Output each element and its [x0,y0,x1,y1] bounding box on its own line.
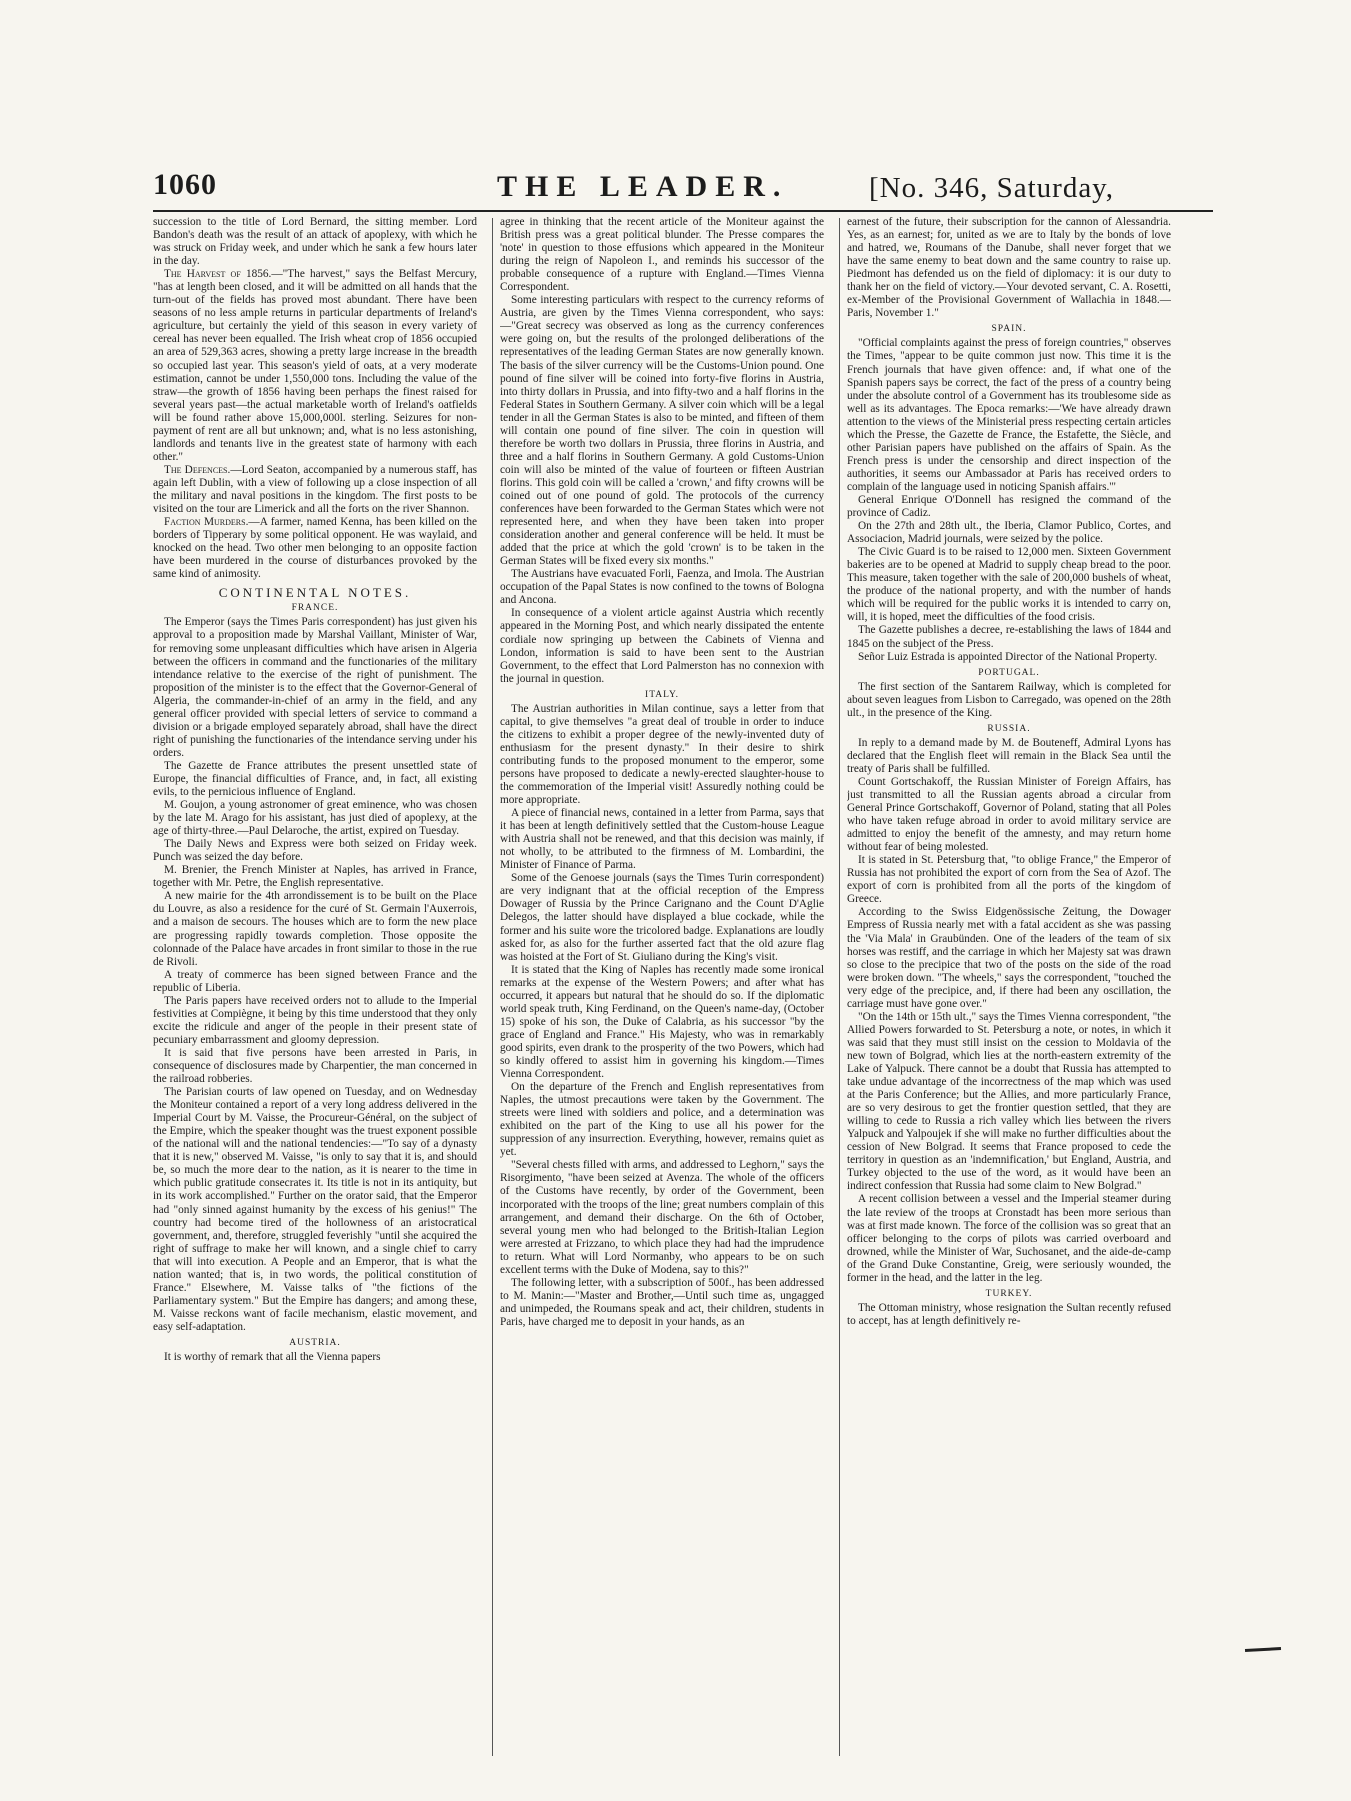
paragraph [153,268,477,464]
subsection-heading: TURKEY. [985,1288,1033,1299]
paragraph: A treaty of commerce has been signed between France and the republic of Liberia. [153,968,477,994]
paragraph: The Austrians have evacuated Forli, Faenza, and Imola. The Austrian occupation of the Papal States is now confined to the towns of Bologna and Ancona. [500,568,824,607]
paragraph: A recent collision between a vessel and the Imperial steamer during the late review of the troops at Cronstadt has been more serious than was at first made known. The force of the collision was so great that an officer belonging to the corps of pilots was carried overboard and drowned, while the Minister of War, Suchosanet, and the aide-de-camp of the Grand Duke Constantine, Greig, were seriously wounded, the former in the head, and the latter in the leg. [847,1193,1171,1284]
paragraph: M. Brenier, the French Minister at Naples, has arrived in France, together with Mr. Petre, the English representative. [153,864,477,890]
paragraph: In consequence of a violent article against Austria which recently appeared in the Morning Post, and which nearly dissipated the entente cordiale now springing up between the Cabinets of Vienna and London, information is said to have been sent to the Austrian Government, to the effect that Lord Palmerston has no connexion with the journal in question. [500,607,824,685]
paragraph-text: —Lord Seaton, accompanied by a numerous staff, has again left Dublin, with a view of following up a close inspection of all the military and naval positions in the kingdom. The first posts to be visited on the tour are Limerick and all the forts on the river Shannon. [153,463,477,516]
paragraph: On the 27th and 28th ult., the Iberia, Clamor Publico, Cortes, and Associacion, Madrid journals, were seized by the police. [847,520,1171,546]
paragraph: General Enrique O'Donnell has resigned the command of the province of Cadiz. [847,493,1171,520]
column-divider [492,218,493,1756]
column-2 [500,216,824,1756]
paragraph: The Austrian authorities in Milan continue, says a letter from that capital, to give themselves "a great deal of trouble in order to induce the citizens to exhibit a proper degree of the newly-invented duty of enthusiasm for the present dynasty." In their desire to shirk contributing funds to the proposed monument to the emperor, some persons have proposed to dedicate a newly-erected slaughter-house to the commemoration of the Imperial visit! Assuredly nothing could be more appropriate. [500,702,824,807]
paragraph-lead: The Defences. [164,463,231,476]
issue-number: [No. 346, Saturday, [869,172,1115,204]
subsection-heading: ITALY. [645,689,679,700]
paragraph: A piece of financial news, contained in a letter from Parma, says that it has been at length definitively settled that the Custom-house League with Austria shall not be renewed, and that this decision was mainly, if not wholly, to be attributed to the firmness of M. Lombardini, the Minister of Finance of Parma. [500,807,824,872]
page-number: 1060 [153,168,217,201]
paragraph: The Parisian courts of law opened on Tuesday, and on Wednesday the Moniteur contained a report of a very long address delivered in the Imperial Court by M. Vaisse, the Procureur-Général, on the subject of the Empire, which the speaker thought was the truest exponent possible of the national will and the national tendencies:—"To say of a dynasty that it is new," observed M. Vaisse, "is only to say that it is, and should be, so much the more dear to the nation, as it is nearer to the time in which public gratitude consecrates it. Its title is not in its antiquity, but in its work accomplished." Further on the orator said, that the Emperor had "only sinned against humanity by the excess of his genius!" The country had become tired of the hollowness of an aristocratical government, and, therefore, struggled feverishly "until she acquired the right of suffrage to make her will known, and a single chief to carry that will into execution. A People and an Emperor, that is what the nation wanted; that is, in two words, the political constitution of France." Elsewhere, M. Vaisse talks of "the fictions of the Parliamentary system." But the Empire has dangers; and among these, M. Vaisse reckons want of facile mechanism, elastic movement, and easy self-adaptation. [153,1086,477,1333]
paragraph: "Official complaints against the press of foreign countries," observes the Times, "appear to be quite common just now. This time it is the French journals that have given offence: and, if what one of the Spanish papers says be correct, the fact of the press of a country being under the absolute control of a Government has its troublesome side as well as its advantages. The Epoca remarks:—'We have already drawn attention to the views of the Ministerial press respecting certain articles which the Presse, the Gazette de France, the Estafette, the Siècle, and other Parisian papers have published on the affairs of Spain. As the French press is under the censorship and direct inspection of the authorities, it seems our Ambassador at Paris has received orders to complain of the language used in noticing Spanish affairs.'" [847,337,1171,493]
paragraph: It is worthy of remark that all the Vienna papers [164,1351,381,1364]
paragraph: M. Goujon, a young astronomer of great eminence, who was chosen by the late M. Arago for his assistant, has just died of apoplexy, at the age of thirty-three.—Paul Delaroche, the artist, expired on Tuesday. [153,799,477,838]
column-1 [153,216,477,1756]
paragraph: agree in thinking that the recent article of the Moniteur against the British press was a great political blunder. The Presse compares the 'note' in question to those effusions which appeared in the Moniteur during the reign of Napoleon I., and reminds his successor of the probable consequence of a rupture with England.—Times Vienna Correspondent. [500,216,824,294]
paragraph: In reply to a demand made by M. de Bouteneff, Admiral Lyons has declared that the English fleet will remain in the Black Sea until the treaty of Paris shall be fulfilled. [847,736,1171,775]
paragraph: The Ottoman ministry, whose resignation the Sultan recently refused to accept, has at length definitively re- [847,1301,1171,1327]
paragraph-lead: The Harvest of 1856. [164,268,272,281]
paragraph: Some of the Genoese journals (says the Times Turin correspondent) are very indignant that at the official reception of the Empress Dowager of Russia by the Prince Carignano and the Count D'Aglie Delegos, the latter should have displayed a blue cockade, while the former and his suite wore the tricolored badge. Explanations are loudly asked for, as also for the further asserted fact that the old azure flag was hoisted at the Fort of St. Giuliano during the King's visit. [500,872,824,963]
paragraph: "Several chests filled with arms, and addressed to Leghorn," says the Risorgimento, "have been seized at Avenza. The whole of the officers of the Customs have recently, by order of the Government, been incorporated with the troops of the line; great numbers complain of this arrangement, and demand their discharge. On the 6th of October, several young men who had belonged to the British-Italian Legion were arrested at Frizzano, to which place they had had the imprudence to return. What will Lord Normanby, who appears to be on such excellent terms with the Duke of Modena, say to this?" [500,1159,824,1276]
paragraph: It is stated that the King of Naples has recently made some ironical remarks at the expense of the Western Powers; and after what has occurred, it appears but natural that he should do so. If the diplomatic world speak truth, King Ferdinand, on the Queen's name-day, (October 15) spoke of his son, the Duke of Calabria, as his successor "by the grace of England and France." His Majesty, who was in remarkably good spirits, even drank to the prosperity of the two Powers, which had so kindly offered to assist him in governing his kingdom.—Times Vienna Correspondent. [500,963,824,1081]
paragraph: The Gazette de France attributes the present unsettled state of Europe, the financial difficulties of France, and, in fact, all existing evils, to the pernicious influence of England. [153,759,477,799]
paragraph: Some interesting particulars with respect to the currency reforms of Austria, are given by the Times Vienna correspondent, who says:—"Great secrecy was observed as long as the currency conferences were going on, but the results of the prolonged deliberations of the representatives of the leading German States are now generally known. The basis of the silver currency will be the Customs-Union pound. One pound of fine silver will be coined into forty-five florins in Austria, into thirty dollars in Prussia, and into fifty-two and a half florins in the Federal States in Southern Germany. A silver coin which will be a legal tender in all the German States is also to be minted, and fifteen of them will contain one pound of fine silver. The coin in question will therefore be worth two dollars in Prussia, three florins in Austria, and three and a half florins in Southern Germany. A gold Customs-Union coin will also be minted of the value of fourteen or fifteen Austrian florins. This gold coin will be called a 'crown,' and fifty crowns will be coined out of one pound of gold. The protocols of the currency conferences have been forwarded to the German States which were not represented here, and when they have been taken into proper consideration another and general conference will be held. It must be added that the price at which the gold 'crown' is to be taken in the German States will be fixed every six months." [500,294,824,568]
subsection-heading: SPAIN. [991,324,1027,335]
paragraph: A new mairie for the 4th arrondissement is to be built on the Place du Louvre, as also a residence for the curé of St. Germain l'Auxerrois, and a maison de secours. The houses which are to form the new place are progressing rapidly towards completion. Those opposite the colonnade of the Palace have arcades in front similar to those in the rue de Rivoli. [153,890,477,968]
subsection-heading: RUSSIA. [987,723,1031,734]
paragraph [153,516,477,581]
subsection-heading: PORTUGAL. [978,667,1040,678]
paragraph [153,464,477,516]
paragraph: succession to the title of Lord Bernard, the sitting member. Lord Bandon's death was the result of an attack of apoplexy, with which he was struck on Friday week, and under which he sank a few hours later in the day. [153,216,477,268]
paragraph: The first section of the Santarem Railway, which is completed for about seven leagues from Lisbon to Carregado, was opened on the 28th ult., in the presence of the King. [847,680,1171,719]
paragraph: The Daily News and Express were both seized on Friday week. Punch was seized the day before. [153,838,477,864]
page-header [153,168,1213,208]
paragraph: Señor Luiz Estrada is appointed Director of the National Property. [858,650,1158,663]
paragraph: The Paris papers have received orders not to allude to the Imperial festivities at Compiègne, it being by this time understood that they only excite the ridicule and anger of the people in their present state of pecuniary embarrassment and gloomy depression. [153,994,477,1046]
header-rule [153,210,1213,212]
paragraph: Count Gortschakoff, the Russian Minister of Foreign Affairs, has just transmitted to all the Russian agents abroad a circular from General Prince Gortschakoff, Governor of Poland, stating that all Poles who have taken refuge abroad in order to avoid military service are admitted to enjoy the benefit of the amnesty, and may return home without fear of being molested. [847,775,1171,854]
paragraph: The following letter, with a subscription of 500f., has been addressed to M. Manin:—"Master and Brother,—Until such time as, ungagged and unimpeded, the Roumans speak and act, their children, students in Paris, have charged me to deposit in your hands, as an [500,1276,824,1328]
paragraph: It is said that five persons have been arrested in Paris, in consequence of disclosures made by Charpentier, the man concerned in the railroad robberies. [153,1046,477,1086]
paragraph: earnest of the future, their subscription for the cannon of Alessandria. Yes, as an earnest; for, united as we are to Italy by the bonds of love and hatred, we, Roumans of the Danube, shall never forget that we have the same enemy to beat down and the same country to raise up. Piedmont has defended us on the field of diplomacy: it is our duty to thank her on the field of victory.—Your devoted servant, C. A. Rosetti, ex-Member of the Provisional Government of Wallachia in 1848.—Paris, November 1." [847,216,1171,320]
paragraph: On the departure of the French and English representatives from Naples, the utmost precautions were taken by the Government. The streets were lined with soldiers and police, and a determination was exhibited on the part of the King to use all his power for the suppression of any insurrection. Everything, however, remains quiet as yet. [500,1081,824,1159]
paragraph: The Emperor (says the Times Paris correspondent) has just given his approval to a proposition made by Marshal Vaillant, Minister of War, for removing some unpleasant difficulties which have arisen in Algeria between the officers in command and the functionaries of the military intendance relative to the exercise of the right of punishment. The proposition of the minister is to the effect that the Governor-General of Algeria, the commander-in-chief of an army in the field, and any general officer provided with special letters of service to command a division or a brigade employed separately abroad, shall have the direct right of punishing the functionaries of the intendance serving under his orders. [153,616,477,759]
paragraph: The Civic Guard is to be raised to 12,000 men. Sixteen Government bakeries are to be opened at Madrid to supply cheap bread to the poor. This measure, taken together with the sale of 200,000 bushels of wheat, the produce of the national property, and with the number of hands which will be required for the public works it is intended to carry on, will, it is hoped, meet the difficulties of the food crisis. [847,546,1171,624]
paragraph: According to the Swiss Eidgenössische Zeitung, the Dowager Empress of Russia nearly met with a fatal accident as she was passing the 'Via Mala' in Graubünden. One of the leaders of the team of six horses was restiff, and the carriage in which her Majesty sat was drawn so close to the precipice that two of the posts on the side of the road were broken down. "The wheels," says the correspondent, "touched the very edge of the precipice, and, if there had been any oscillation, the carriage must have gone over." [847,906,1171,1010]
ink-mark [1245,1647,1281,1652]
paragraph-text: —"The harvest," says the Belfast Mercury, "has at length been closed, and it will be admitted on all hands that the turn-out of the fields has proved most abundant. There have been seasons of no less ample returns in particular departments of Ireland's agriculture, but certainly the yield of this season in every variety of cereal has never been equalled. The Irish wheat crop of 1856 occupied an area of 529,363 acres, showing a pretty large increase in the breadth so occupied last year. This season's yield of oats, at a very moderate estimation, cannot be under 1,550,000 tons. Including the value of the straw—the growth of 1856 having been perhaps the finest raised for several years past—the actual marketable worth of Ireland's oatfields will be found rather above 15,000,000l. sterling. Seizures for non-payment of rent are all but unknown; and, what is no less astonishing, landlords and tenants live in the greatest state of harmony with each other." [153,268,477,463]
section-title: CONTINENTAL NOTES. [218,585,412,601]
subsection-heading: FRANCE. [291,603,339,614]
subsection-heading: AUSTRIA. [289,1337,341,1348]
masthead-title: THE LEADER. [497,170,789,203]
column-divider [839,218,840,1756]
paragraph: "On the 14th or 15th ult.," says the Times Vienna correspondent, "the Allied Powers forwarded to St. Petersburg a note, or notes, in which it was said that they must still insist on the cession to Moldavia of the new town of Bolgrad, which lies at the north-eastern extremity of the Lake of Yalpuck. There cannot be a doubt that Russia has attempted to take undue advantage of the incorrectness of the map which was used at the Paris Conference; but the Allies, and more particularly France, are so very desirous to get the frontier question settled, that they are willing to cede to Russia a rich valley which lies between the rivers Yalpuck and Yalpoujek if she will make no further difficulties about the cession of New Bolgrad. It seems that France proposed to cede the territory in question as an 'indemnification,' but England, Austria, and Turkey objected to the use of the word, as it would have been an indirect confession that Russia had some claim to New Bolgrad." [847,1010,1171,1193]
paragraph-text: —A farmer, named Kenna, has been killed on the borders of Tipperary by some political opponent. He was waylaid, and knocked on the head. Two other men belonging to an opposite faction have been murdered in the course of disturbances provoked by the same kind of animosity. [153,516,477,581]
paragraph: The Gazette publishes a decree, re-establishing the laws of 1844 and 1845 on the subject of the Press. [847,624,1171,650]
paragraph-lead: Faction Murders. [164,516,249,529]
column-3 [847,216,1171,1756]
paragraph: It is stated in St. Petersburg that, "to oblige France," the Emperor of Russia has not prohibited the export of corn from the Sea of Azof. The export of corn is prohibited from all the ports of the kingdom of Greece. [847,854,1171,906]
